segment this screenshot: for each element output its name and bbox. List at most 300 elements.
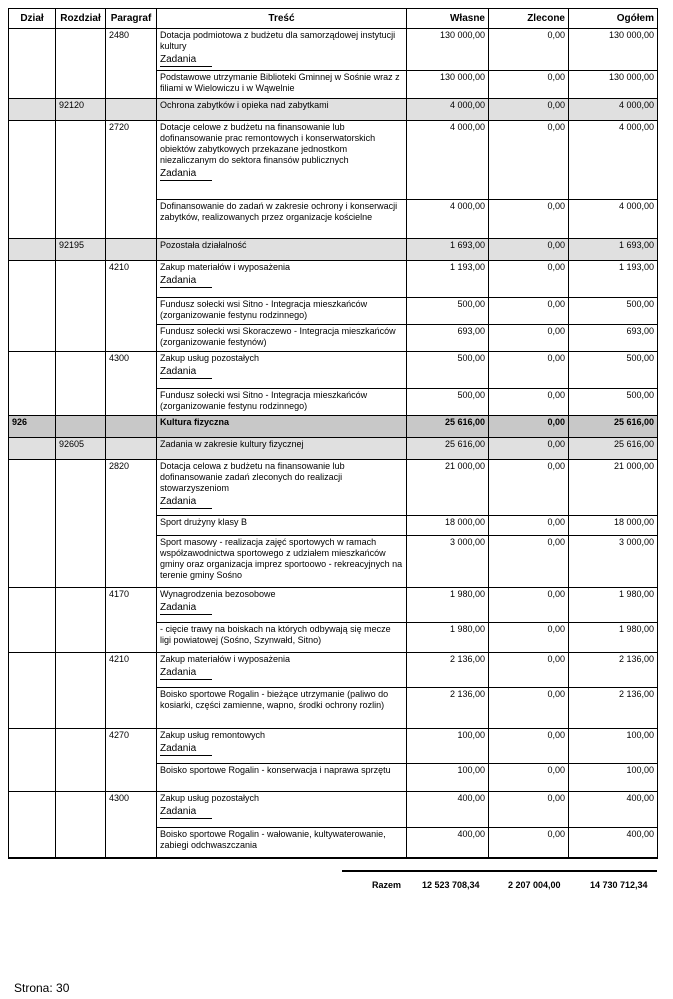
cell-tresc xyxy=(157,828,407,858)
cell-zlecone xyxy=(489,516,569,536)
cell-paragraf xyxy=(106,200,157,239)
zadania-underline xyxy=(160,180,212,181)
cell-ogolem-text: 1 980,00 xyxy=(618,589,654,599)
table-row xyxy=(9,261,658,298)
table-row xyxy=(9,121,658,200)
cell-wlasne xyxy=(407,828,489,858)
cell-tresc-text: Boisko sportowe Rogalin - konserwacja i naprawa sprzętu xyxy=(160,765,391,775)
cell-tresc xyxy=(157,588,407,623)
cell-wlasne-text: 4 000,00 xyxy=(449,122,485,132)
zadania-underline xyxy=(160,378,212,379)
cell-wlasne-text: 500,00 xyxy=(457,299,485,309)
cell-zlecone-text: 0,00 xyxy=(547,353,565,363)
cell-dzial xyxy=(9,516,56,536)
cell-ogolem xyxy=(569,389,658,416)
cell-zlecone-text: 0,00 xyxy=(547,100,565,110)
cell-tresc-text: Dotacja celowa z budżetu na finansowanie lub dofinansowanie zadań zleconych do realizacji stowarzyszeniom xyxy=(160,461,345,493)
cell-paragraf-text: 4270 xyxy=(109,730,130,740)
cell-rozdzial xyxy=(56,653,106,688)
cell-ogolem xyxy=(569,588,658,623)
cell-wlasne-text: 4 000,00 xyxy=(449,201,485,211)
cell-rozdzial xyxy=(56,261,106,298)
cell-paragraf xyxy=(106,389,157,416)
cell-wlasne xyxy=(407,200,489,239)
cell-zlecone xyxy=(489,71,569,99)
cell-ogolem-text: 25 616,00 xyxy=(613,417,654,427)
cell-zlecone-text: 0,00 xyxy=(547,624,565,634)
cell-tresc xyxy=(157,623,407,653)
cell-tresc-text: Zakup materiałów i wyposażenia xyxy=(160,262,291,272)
cell-paragraf-text: 2480 xyxy=(109,30,130,40)
cell-zlecone-text: 0,00 xyxy=(547,765,565,775)
cell-dzial xyxy=(9,200,56,239)
cell-paragraf xyxy=(106,416,157,438)
cell-wlasne xyxy=(407,588,489,623)
cell-rozdzial xyxy=(56,516,106,536)
cell-tresc-text: Zadania w zakresie kultury fizycznej xyxy=(160,439,304,449)
cell-wlasne-text: 1 980,00 xyxy=(449,624,485,634)
cell-zlecone xyxy=(489,653,569,688)
header-ogolem: Ogółem xyxy=(569,9,658,29)
cell-paragraf xyxy=(106,71,157,99)
cell-tresc xyxy=(157,239,407,261)
cell-zlecone xyxy=(489,460,569,516)
cell-ogolem-text: 500,00 xyxy=(626,299,654,309)
totals-zlecone: 2 207 004,00 xyxy=(508,880,561,890)
table-row xyxy=(9,588,658,623)
table-row xyxy=(9,516,658,536)
cell-rozdzial xyxy=(56,460,106,516)
cell-ogolem-text: 2 136,00 xyxy=(618,689,654,699)
cell-ogolem-text: 130 000,00 xyxy=(608,30,654,40)
cell-paragraf xyxy=(106,460,157,516)
cell-zlecone-text: 0,00 xyxy=(547,461,565,471)
cell-dzial xyxy=(9,325,56,352)
zadania-label: Zadania xyxy=(160,366,197,377)
cell-wlasne xyxy=(407,438,489,460)
cell-zlecone xyxy=(489,536,569,588)
cell-rozdzial xyxy=(56,71,106,99)
cell-dzial xyxy=(9,416,56,438)
cell-tresc-text: Sport drużyny klasy B xyxy=(160,517,248,527)
cell-zlecone xyxy=(489,416,569,438)
cell-zlecone-text: 0,00 xyxy=(547,299,565,309)
cell-wlasne-text: 1 980,00 xyxy=(449,589,485,599)
cell-wlasne-text: 500,00 xyxy=(457,353,485,363)
cell-dzial xyxy=(9,729,56,764)
cell-rozdzial xyxy=(56,200,106,239)
cell-zlecone-text: 0,00 xyxy=(547,72,565,82)
cell-wlasne-text: 100,00 xyxy=(457,730,485,740)
totals-row xyxy=(342,870,657,894)
dzial-row xyxy=(9,416,658,438)
zadania-label: Zadania xyxy=(160,275,197,286)
cell-dzial xyxy=(9,99,56,121)
cell-rozdzial xyxy=(56,325,106,352)
cell-ogolem-text: 100,00 xyxy=(626,730,654,740)
cell-tresc-text: Podstawowe utrzymanie Biblioteki Gminnej w Sośnie wraz z filiami w Wielowiczu i w Wąwelnie xyxy=(160,72,400,93)
cell-zlecone-text: 0,00 xyxy=(547,390,565,400)
cell-ogolem xyxy=(569,121,658,200)
cell-zlecone-text: 0,00 xyxy=(547,517,565,527)
cell-wlasne-text: 500,00 xyxy=(457,390,485,400)
cell-rozdzial xyxy=(56,99,106,121)
table-row xyxy=(9,792,658,828)
cell-tresc xyxy=(157,764,407,792)
cell-tresc xyxy=(157,389,407,416)
cell-rozdzial xyxy=(56,121,106,200)
cell-tresc-text: Ochrona zabytków i opieka nad zabytkami xyxy=(160,100,329,110)
cell-zlecone xyxy=(489,200,569,239)
zadania-label: Zadania xyxy=(160,496,197,507)
cell-zlecone-text: 0,00 xyxy=(547,30,565,40)
cell-zlecone-text: 0,00 xyxy=(547,262,565,272)
cell-ogolem xyxy=(569,325,658,352)
cell-ogolem xyxy=(569,623,658,653)
table-row xyxy=(9,325,658,352)
cell-zlecone xyxy=(489,438,569,460)
header-rozdzial: Rozdział xyxy=(56,9,106,29)
cell-tresc xyxy=(157,71,407,99)
cell-paragraf-text: 2820 xyxy=(109,461,130,471)
cell-rozdzial xyxy=(56,239,106,261)
cell-tresc xyxy=(157,200,407,239)
cell-tresc-text: Zakup usług pozostałych xyxy=(160,353,260,363)
cell-zlecone-text: 0,00 xyxy=(547,417,565,427)
zadania-label: Zadania xyxy=(160,168,197,179)
zadania-underline xyxy=(160,508,212,509)
cell-paragraf-text: 4210 xyxy=(109,654,130,664)
table-row xyxy=(9,764,658,792)
cell-ogolem-text: 4 000,00 xyxy=(618,122,654,132)
cell-dzial xyxy=(9,792,56,828)
cell-ogolem xyxy=(569,352,658,389)
cell-wlasne xyxy=(407,99,489,121)
cell-tresc xyxy=(157,438,407,460)
cell-dzial xyxy=(9,460,56,516)
cell-rozdzial xyxy=(56,828,106,858)
page-number: 30 xyxy=(56,981,70,995)
cell-tresc-text: Zakup usług remontowych xyxy=(160,730,266,740)
cell-paragraf xyxy=(106,623,157,653)
cell-ogolem-text: 2 136,00 xyxy=(618,654,654,664)
cell-wlasne xyxy=(407,623,489,653)
cell-tresc xyxy=(157,325,407,352)
cell-wlasne xyxy=(407,653,489,688)
cell-ogolem xyxy=(569,200,658,239)
cell-dzial xyxy=(9,764,56,792)
cell-dzial xyxy=(9,536,56,588)
cell-zlecone xyxy=(489,764,569,792)
cell-wlasne-text: 400,00 xyxy=(457,793,485,803)
cell-ogolem-text: 130 000,00 xyxy=(608,72,654,82)
table-row xyxy=(9,29,658,71)
cell-zlecone-text: 0,00 xyxy=(547,689,565,699)
cell-ogolem xyxy=(569,688,658,729)
cell-rozdzial xyxy=(56,389,106,416)
cell-wlasne-text: 18 000,00 xyxy=(444,517,485,527)
cell-paragraf xyxy=(106,536,157,588)
cell-zlecone-text: 0,00 xyxy=(547,201,565,211)
cell-tresc-text: Dotacje celowe z budżetu na finansowanie lub dofinansowanie prac remontowych i konserwatorskich obiektów zabytkowych przekazane jednostkom niezaliczanym do sektora finansów publicznych xyxy=(160,122,376,165)
table-row xyxy=(9,71,658,99)
cell-zlecone xyxy=(489,261,569,298)
cell-wlasne xyxy=(407,352,489,389)
cell-paragraf xyxy=(106,352,157,389)
cell-wlasne xyxy=(407,239,489,261)
cell-paragraf-text: 4210 xyxy=(109,262,130,272)
cell-wlasne-text: 130 000,00 xyxy=(439,30,485,40)
cell-tresc-text: Dofinansowanie do zadań w zakresie ochrony i konserwacji zabytków, realizowanych przez organizacje kościelne xyxy=(160,201,398,222)
cell-rozdzial xyxy=(56,416,106,438)
zadania-label: Zadania xyxy=(160,54,197,65)
cell-paragraf xyxy=(106,261,157,298)
cell-wlasne-text: 400,00 xyxy=(457,829,485,839)
cell-dzial xyxy=(9,352,56,389)
cell-ogolem xyxy=(569,298,658,325)
cell-wlasne xyxy=(407,121,489,200)
header-paragraf: Paragraf xyxy=(106,9,157,29)
cell-ogolem-text: 500,00 xyxy=(626,353,654,363)
cell-tresc xyxy=(157,688,407,729)
cell-rozdzial xyxy=(56,764,106,792)
cell-tresc xyxy=(157,536,407,588)
cell-tresc-text: - cięcie trawy na boiskach na których odbywają się mecze ligi powiatowej (Sośno, Szynwałd, Sitno) xyxy=(160,624,391,645)
cell-rozdzial xyxy=(56,536,106,588)
cell-wlasne xyxy=(407,516,489,536)
cell-dzial xyxy=(9,438,56,460)
zadania-underline xyxy=(160,614,212,615)
cell-tresc-text: Zakup usług pozostałych xyxy=(160,793,260,803)
cell-ogolem xyxy=(569,460,658,516)
cell-tresc-text: Pozostała działalność xyxy=(160,240,247,250)
rozdzial-row xyxy=(9,239,658,261)
cell-paragraf xyxy=(106,588,157,623)
header-tresc: Treść xyxy=(157,9,407,29)
cell-wlasne-text: 130 000,00 xyxy=(439,72,485,82)
cell-rozdzial xyxy=(56,298,106,325)
cell-dzial xyxy=(9,588,56,623)
cell-ogolem xyxy=(569,536,658,588)
cell-ogolem xyxy=(569,261,658,298)
cell-tresc-text: Boisko sportowe Rogalin - wałowanie, kultywaterowanie, zabiegi odchwaszczania xyxy=(160,829,386,850)
cell-ogolem-text: 1 980,00 xyxy=(618,624,654,634)
cell-zlecone xyxy=(489,239,569,261)
cell-zlecone xyxy=(489,588,569,623)
cell-wlasne-text: 25 616,00 xyxy=(444,439,485,449)
cell-wlasne xyxy=(407,536,489,588)
cell-tresc xyxy=(157,460,407,516)
cell-rozdzial-text: 92195 xyxy=(59,240,85,250)
cell-ogolem xyxy=(569,828,658,858)
page-label: Strona: xyxy=(14,981,53,995)
cell-paragraf xyxy=(106,325,157,352)
cell-zlecone-text: 0,00 xyxy=(547,829,565,839)
cell-wlasne-text: 1 693,00 xyxy=(449,240,485,250)
cell-zlecone xyxy=(489,352,569,389)
table-row xyxy=(9,200,658,239)
cell-dzial xyxy=(9,688,56,729)
cell-wlasne-text: 25 616,00 xyxy=(444,417,485,427)
cell-tresc xyxy=(157,729,407,764)
cell-zlecone-text: 0,00 xyxy=(547,240,565,250)
cell-ogolem xyxy=(569,239,658,261)
cell-paragraf xyxy=(106,99,157,121)
cell-tresc xyxy=(157,99,407,121)
cell-ogolem-text: 693,00 xyxy=(626,326,654,336)
cell-ogolem-text: 400,00 xyxy=(626,793,654,803)
cell-rozdzial xyxy=(56,623,106,653)
zadania-underline xyxy=(160,287,212,288)
cell-rozdzial xyxy=(56,352,106,389)
cell-zlecone xyxy=(489,688,569,729)
table-row xyxy=(9,729,658,764)
cell-paragraf xyxy=(106,516,157,536)
cell-zlecone xyxy=(489,121,569,200)
cell-wlasne xyxy=(407,71,489,99)
cell-paragraf xyxy=(106,239,157,261)
cell-ogolem-text: 500,00 xyxy=(626,390,654,400)
cell-paragraf xyxy=(106,828,157,858)
header-zlecone: Zlecone xyxy=(489,9,569,29)
header-dzial: Dział xyxy=(9,9,56,29)
cell-tresc xyxy=(157,653,407,688)
header-row xyxy=(9,9,658,29)
zadania-underline xyxy=(160,66,212,67)
cell-zlecone xyxy=(489,298,569,325)
cell-dzial xyxy=(9,29,56,71)
cell-ogolem xyxy=(569,29,658,71)
cell-paragraf xyxy=(106,764,157,792)
cell-rozdzial xyxy=(56,588,106,623)
cell-zlecone-text: 0,00 xyxy=(547,326,565,336)
cell-rozdzial-text: 92605 xyxy=(59,439,85,449)
cell-ogolem xyxy=(569,792,658,828)
cell-wlasne-text: 693,00 xyxy=(457,326,485,336)
cell-zlecone xyxy=(489,623,569,653)
cell-tresc-text: Zakup materiałów i wyposażenia xyxy=(160,654,291,664)
cell-wlasne xyxy=(407,298,489,325)
cell-paragraf xyxy=(106,121,157,200)
cell-zlecone xyxy=(489,325,569,352)
cell-wlasne xyxy=(407,325,489,352)
cell-zlecone xyxy=(489,729,569,764)
table-row xyxy=(9,653,658,688)
cell-ogolem-text: 4 000,00 xyxy=(618,201,654,211)
cell-wlasne-text: 2 136,00 xyxy=(449,689,485,699)
cell-dzial xyxy=(9,261,56,298)
cell-zlecone-text: 0,00 xyxy=(547,439,565,449)
cell-dzial xyxy=(9,828,56,858)
cell-dzial xyxy=(9,71,56,99)
cell-dzial xyxy=(9,389,56,416)
zadania-underline xyxy=(160,755,212,756)
cell-wlasne-text: 2 136,00 xyxy=(449,654,485,664)
cell-paragraf xyxy=(106,688,157,729)
cell-ogolem xyxy=(569,653,658,688)
totals-wlasne: 12 523 708,34 xyxy=(422,880,480,890)
zadania-label: Zadania xyxy=(160,602,197,613)
cell-tresc-text: Sport masowy - realizacja zajęć sportowych w ramach współzawodnictwa sportowego z udziałem mieszkańców gminy oraz organizacja imprez sportoowo - rekreacyjnych na terenie gminy Sośno xyxy=(160,537,403,580)
cell-ogolem xyxy=(569,99,658,121)
cell-ogolem xyxy=(569,516,658,536)
table-body xyxy=(9,29,658,858)
cell-wlasne xyxy=(407,389,489,416)
zadania-label: Zadania xyxy=(160,667,197,678)
cell-wlasne xyxy=(407,261,489,298)
table-row xyxy=(9,352,658,389)
page-footer xyxy=(14,981,69,995)
cell-zlecone-text: 0,00 xyxy=(547,537,565,547)
table-row xyxy=(9,389,658,416)
totals-label: Razem xyxy=(372,880,402,890)
cell-zlecone-text: 0,00 xyxy=(547,654,565,664)
cell-ogolem-text: 18 000,00 xyxy=(613,517,654,527)
cell-dzial-text: 926 xyxy=(12,417,28,427)
cell-paragraf-text: 4300 xyxy=(109,793,130,803)
cell-wlasne xyxy=(407,729,489,764)
rozdzial-row xyxy=(9,438,658,460)
table-row xyxy=(9,688,658,729)
cell-tresc-text: Fundusz sołecki wsi Sitno - Integracja mieszkańców (zorganizowanie festynu rodzinnego) xyxy=(160,299,368,320)
cell-wlasne xyxy=(407,792,489,828)
table-row xyxy=(9,536,658,588)
rozdzial-row xyxy=(9,99,658,121)
zadania-label: Zadania xyxy=(160,806,197,817)
cell-wlasne-text: 3 000,00 xyxy=(449,537,485,547)
budget-table xyxy=(8,8,658,859)
cell-zlecone xyxy=(489,99,569,121)
cell-tresc xyxy=(157,29,407,71)
cell-ogolem-text: 21 000,00 xyxy=(613,461,654,471)
cell-wlasne xyxy=(407,29,489,71)
cell-tresc xyxy=(157,352,407,389)
cell-rozdzial xyxy=(56,29,106,71)
cell-dzial xyxy=(9,653,56,688)
cell-zlecone xyxy=(489,29,569,71)
cell-ogolem-text: 1 193,00 xyxy=(618,262,654,272)
cell-tresc-text: Fundusz sołecki wsi Sitno - Integracja mieszkańców (zorganizowanie festynu rodzinnego) xyxy=(160,390,368,411)
cell-ogolem xyxy=(569,416,658,438)
cell-dzial xyxy=(9,623,56,653)
cell-paragraf xyxy=(106,29,157,71)
cell-ogolem-text: 25 616,00 xyxy=(613,439,654,449)
cell-wlasne xyxy=(407,416,489,438)
cell-paragraf xyxy=(106,438,157,460)
zadania-label: Zadania xyxy=(160,743,197,754)
cell-ogolem xyxy=(569,764,658,792)
cell-tresc-text: Dotacja podmiotowa z budżetu dla samorządowej instytucji kultury xyxy=(160,30,396,51)
cell-zlecone xyxy=(489,828,569,858)
table-row xyxy=(9,460,658,516)
table-row xyxy=(9,623,658,653)
table-row xyxy=(9,828,658,858)
header-wlasne: Własne xyxy=(407,9,489,29)
cell-rozdzial xyxy=(56,688,106,729)
cell-tresc-text: Wynagrodzenia bezosobowe xyxy=(160,589,276,599)
cell-dzial xyxy=(9,121,56,200)
cell-rozdzial-text: 92120 xyxy=(59,100,85,110)
zadania-underline xyxy=(160,679,212,680)
cell-paragraf-text: 2720 xyxy=(109,122,130,132)
cell-zlecone xyxy=(489,389,569,416)
table-row xyxy=(9,298,658,325)
cell-zlecone-text: 0,00 xyxy=(547,589,565,599)
cell-ogolem-text: 4 000,00 xyxy=(618,100,654,110)
cell-paragraf-text: 4300 xyxy=(109,353,130,363)
cell-tresc-text: Boisko sportowe Rogalin - bieżące utrzymanie (paliwo do kosiarki, części zamienne, wapno, środki ochrony rozlin) xyxy=(160,689,389,710)
zadania-underline xyxy=(160,818,212,819)
